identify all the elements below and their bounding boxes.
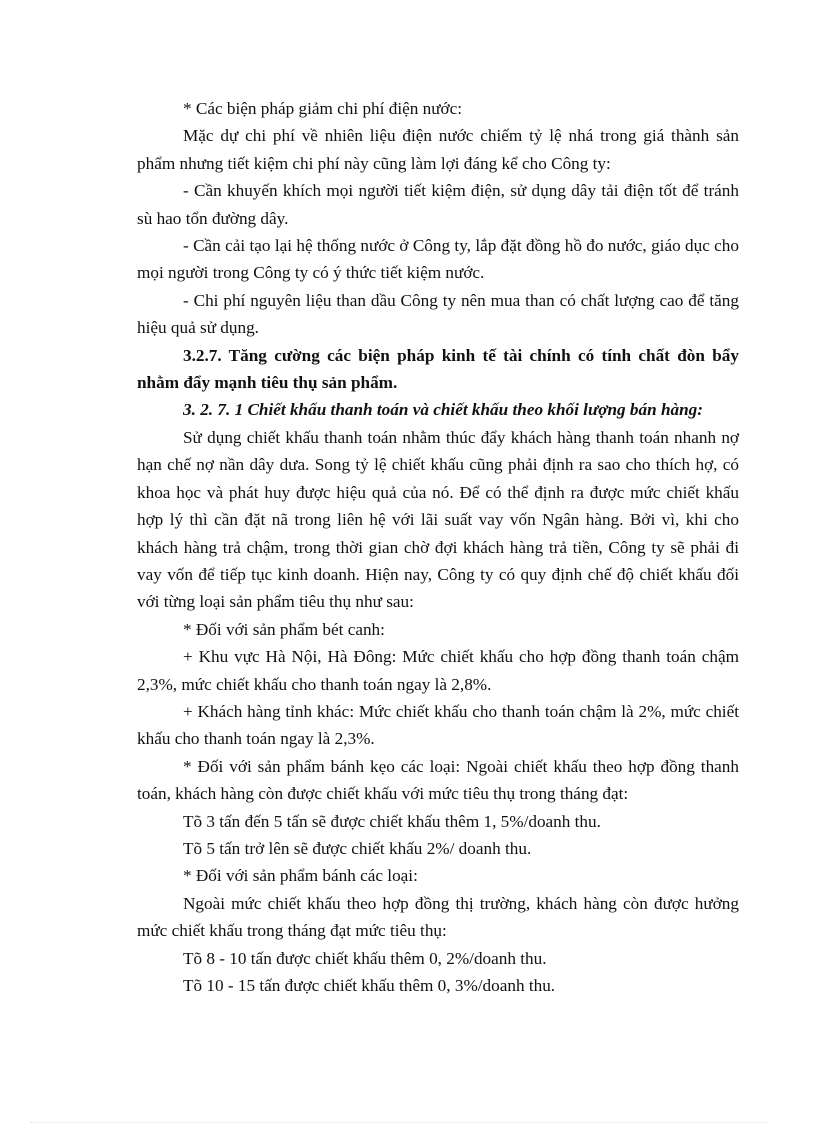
paragraph-tier-5-tons: Tõ 5 tấn trở lên sẽ được chiết khấu 2%/ doanh thu. xyxy=(183,838,532,858)
paragraph-electricity-intro: Mặc dự chi phí về nhiên liệu điện nước chiếm tỷ lệ nhá trong giá thành sản phẩm nhưng tiết kiệm chi phí này cũng làm lợi đáng kể cho Công ty: xyxy=(137,126,739,173)
subsection-heading-3-2-7-1: 3. 2. 7. 1 Chiết khấu thanh toán và chiết khấu theo khối lượng bán hàng: xyxy=(183,400,703,420)
paragraph-candy-products: * Đối với sản phẩm bánh kẹo các loại: Ngoài chiết khấu theo hợp đồng thanh toán, khách hàng còn được chiết khấu với mức tiêu thụ trong tháng đạt: xyxy=(137,756,739,804)
paragraph-tier-3-5-tons: Tõ 3 tấn đến 5 tấn sẽ được chiết khấu thêm 1, 5%/doanh thu. xyxy=(183,811,601,831)
paragraph-electricity-heading: * Các biện pháp giảm chi phí điện nước: xyxy=(183,99,463,118)
paragraph-cake-discount: Ngoài mức chiết khấu theo hợp đồng thị trường, khách hàng còn được hưởng mức chiết khấu trong tháng đạt mức tiêu thụ: xyxy=(137,893,739,941)
paragraph-fuel-cost: - Chi phí nguyên liệu than dầu Công ty nên mua than có chất lượng cao để tăng hiệu quả sử dụng. xyxy=(137,290,739,338)
paragraph-discount-explanation: Sử dụng chiết khấu thanh toán nhằm thúc đẩy khách hàng thanh toán nhanh nợ hạn chế nợ nần dây dưa. Song tỷ lệ chiết khấu cũng phải định ra sao cho thích hợ, có khoa học và phát huy được hiệu quả của nó. Để có thể định ra được mức chiết khấu hợp lý thì cần đặt nã trong liên hệ với lãi suất vay vốn Ngân hàng. Bởi vì, khi cho khách hàng trả chậm, trong thời gian chờ đợi khách hàng trả tiền, Công ty sẽ phải đi vay vốn để tiếp tục kinh doanh. Hiện nay, Công ty có quy định chế độ chiết khấu đối với từng loại sản phẩm tiêu thụ như sau: xyxy=(137,427,739,612)
document-body xyxy=(137,95,739,999)
paragraph-other-provinces: + Khách hàng tỉnh khác: Mức chiết khấu cho thanh toán chậm là 2%, mức chiết khấu cho thanh toán ngay là 2,3%. xyxy=(137,701,739,749)
paragraph-product-bet-canh: * Đối với sản phẩm bét canh: xyxy=(183,619,385,639)
paragraph-hanoi-region: + Khu vực Hà Nội, Hà Đông: Mức chiết khấu cho hợp đồng thanh toán chậm 2,3%, mức chiết khấu cho thanh toán ngay là 2,8%. xyxy=(137,647,739,694)
paragraph-save-power: - Cần khuyến khích mọi người tiết kiệm điện, sử dụng dây tải điện tốt để tránh sù hao tổn đường dây. xyxy=(137,181,739,228)
paragraph-cake-products: * Đối với sản phẩm bánh các loại: xyxy=(183,866,418,886)
paragraph-water-system: - Cần cải tạo lại hệ thống nước ở Công ty, lắp đặt đồng hồ đo nước, giáo dục cho mọi người trong Công ty có ý thức tiết kiệm nước. xyxy=(137,236,739,283)
section-heading-3-2-7: 3.2.7. Tăng cường các biện pháp kinh tế tài chính có tính chất đòn bẩy nhằm đẩy mạnh tiêu thụ sản phẩm. xyxy=(137,345,739,393)
paragraph-tier-8-10-tons: Tõ 8 - 10 tấn được chiết khấu thêm 0, 2%/doanh thu. xyxy=(183,948,547,968)
paragraph-tier-10-15-tons: Tõ 10 - 15 tấn được chiết khấu thêm 0, 3%/doanh thu. xyxy=(183,976,556,995)
